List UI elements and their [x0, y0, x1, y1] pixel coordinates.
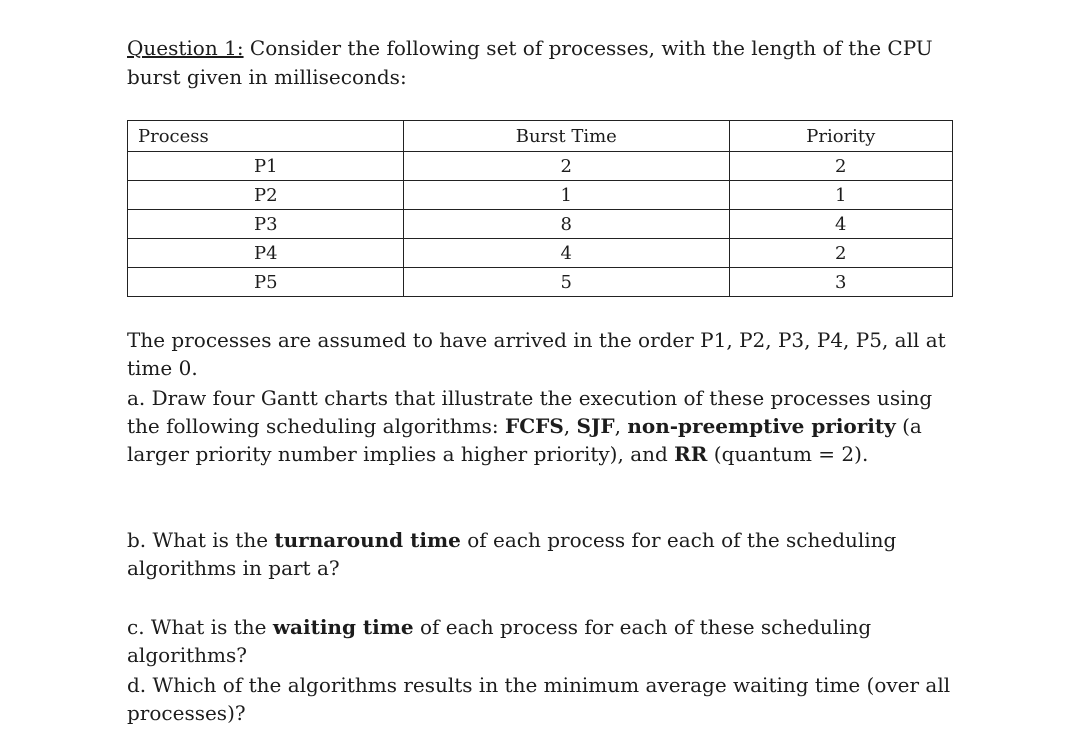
cell-priority: 2: [729, 152, 952, 181]
cell-process: P5: [128, 268, 404, 297]
part-a-priority: non-preemptive priority: [627, 414, 896, 438]
cell-burst-time: 5: [404, 268, 730, 297]
part-b-text-2: of each process for each of the scheduling algorithms in part a?: [127, 528, 897, 580]
table-row: [128, 239, 953, 268]
cell-process: P4: [128, 239, 404, 268]
table-row: [128, 268, 953, 297]
cell-priority: 2: [729, 239, 952, 268]
table-row: [128, 181, 953, 210]
cell-process: P2: [128, 181, 404, 210]
part-b-paragraph: [127, 526, 957, 582]
cell-priority: 3: [729, 268, 952, 297]
question-label: Question 1:: [127, 36, 244, 60]
part-b-turnaround: turnaround time: [274, 528, 461, 552]
part-c-text-1: c. What is the: [127, 615, 273, 639]
question-text: Consider the following set of processes, with the length of the CPU burst given in milliseconds:: [127, 36, 933, 89]
part-a-text-2: ,: [563, 414, 577, 438]
table-row: [128, 152, 953, 181]
cell-priority: 4: [729, 210, 952, 239]
table-header-row: [128, 121, 953, 152]
cell-burst-time: 4: [404, 239, 730, 268]
part-a-text-3: ,: [614, 414, 628, 438]
cell-burst-time: 8: [404, 210, 730, 239]
cell-burst-time: 1: [404, 181, 730, 210]
part-c-text-2: of each process for each of these scheduling algorithms?: [127, 615, 872, 667]
part-a-sjf: SJF: [576, 414, 615, 438]
part-b-text-1: b. What is the: [127, 528, 275, 552]
cell-burst-time: 2: [404, 152, 730, 181]
part-a-text-1: a. Draw four Gantt charts that illustrate the execution of these processes using the following scheduling algorithms:: [127, 386, 933, 438]
part-a-text-5: (quantum = 2).: [707, 442, 869, 466]
part-c-paragraph: [127, 613, 957, 669]
document-page: [127, 34, 957, 725]
header-process: Process: [128, 121, 404, 152]
header-burst-time: Burst Time: [404, 121, 730, 152]
process-table: [127, 120, 953, 297]
part-c-waiting: waiting time: [272, 615, 414, 639]
arrival-paragraph: The processes are assumed to have arrived in the order P1, P2, P3, P4, P5, all at time 0.: [127, 328, 946, 380]
cell-priority: 1: [729, 181, 952, 210]
part-a-paragraph: [127, 384, 957, 468]
question-heading: [127, 34, 957, 92]
header-priority: Priority: [729, 121, 952, 152]
part-d-paragraph: d. Which of the algorithms results in the minimum average waiting time (over all processes)?: [127, 673, 951, 725]
part-a-rr: RR: [674, 442, 708, 466]
part-a-fcfs: FCFS: [505, 414, 564, 438]
table-row: [128, 210, 953, 239]
part-a-text-4: (a larger priority number implies a higher priority), and: [127, 414, 922, 466]
cell-process: P1: [128, 152, 404, 181]
cell-process: P3: [128, 210, 404, 239]
